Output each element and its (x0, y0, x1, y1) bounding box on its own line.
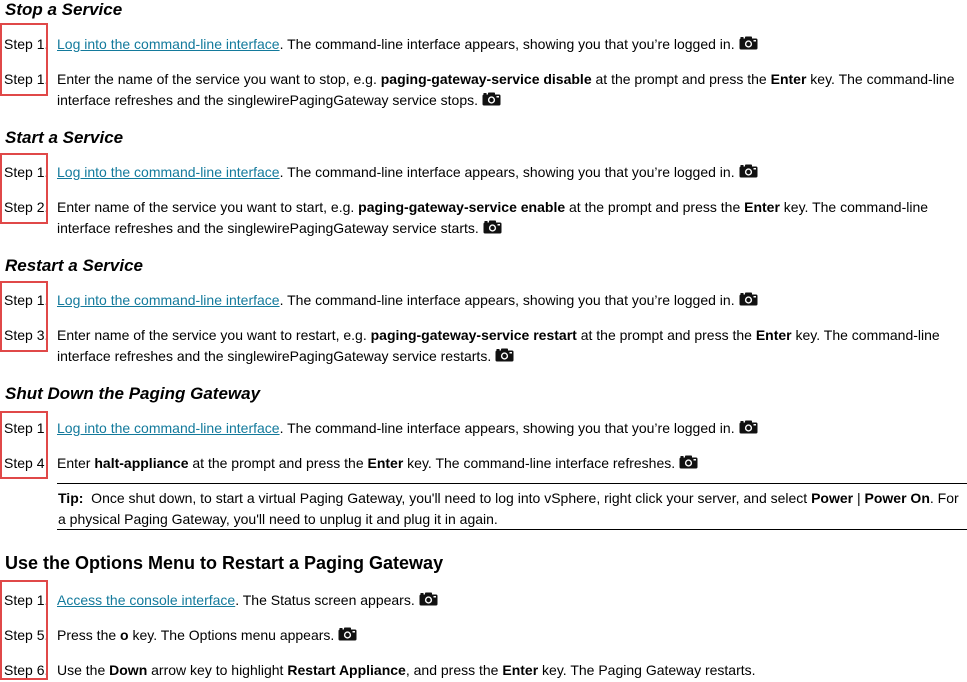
step-label: Step 1. (4, 164, 49, 180)
camera-icon[interactable] (739, 36, 758, 50)
step-label: Step 1. (4, 71, 49, 87)
camera-icon[interactable] (482, 92, 501, 106)
camera-icon[interactable] (739, 292, 758, 306)
menu-option: Restart Appliance (287, 662, 406, 678)
command-text: paging-gateway-service enable (358, 199, 566, 215)
step-text (57, 625, 965, 646)
step-label: Step 4 (4, 455, 45, 471)
camera-icon[interactable] (679, 455, 698, 469)
camera-icon[interactable] (495, 348, 514, 362)
step-text-span: key. The command-line interface refreshes and the singlewirePagingGateway service starts. (57, 199, 929, 236)
section-title-start: Start a Service (5, 128, 124, 147)
highlight-box (0, 281, 48, 352)
step-text-span: key. The Paging Gateway restarts. (538, 662, 756, 678)
camera-icon[interactable] (483, 220, 502, 234)
key-name: Down (109, 662, 148, 678)
key-name: Enter (755, 327, 792, 343)
step-text (57, 418, 965, 439)
highlight-box (0, 580, 48, 680)
step-text (57, 197, 965, 239)
step-text-span: arrow key to highlight (147, 662, 288, 678)
step-text-span: Enter the name of the service you want to stop, e.g. (57, 71, 381, 87)
step-text-span: at the prompt and press the (576, 327, 756, 343)
login-cli-link[interactable]: Log into the command-line interface (57, 164, 280, 180)
step-label: Step 1. (4, 36, 49, 52)
step-label: Step 6. (4, 662, 49, 678)
step-text (57, 590, 965, 611)
highlight-box (0, 153, 48, 224)
menu-name: Power (811, 490, 854, 506)
tip-text (58, 488, 963, 530)
step-label: Step 1 (4, 420, 45, 436)
camera-icon[interactable] (739, 164, 758, 178)
step-label: Step 1. (4, 292, 49, 308)
menu-separator: | (853, 490, 865, 506)
section-title-shutdown: Shut Down the Paging Gateway (5, 384, 261, 403)
section-title-stop: Stop a Service (5, 0, 123, 19)
step-label: Step 5. (4, 627, 49, 643)
step-text (57, 162, 965, 183)
step-text (57, 290, 965, 311)
tip-label: Tip: (58, 490, 84, 506)
key-name: Enter (744, 199, 780, 215)
menu-name: Power On (864, 490, 930, 506)
key-name: Enter (367, 455, 404, 471)
login-cli-link[interactable]: Log into the command-line interface (57, 36, 280, 52)
step-text (57, 69, 965, 111)
highlight-box (0, 23, 48, 96)
step-text-span: Enter name of the service you want to restart, e.g. (57, 327, 371, 343)
step-text (57, 325, 965, 367)
step-text-span: . The command-line interface appears, showing you that you’re logged in. (279, 164, 735, 180)
step-text-span: , and press the (405, 662, 503, 678)
key-name: o (120, 627, 129, 643)
step-text (57, 660, 965, 681)
step-text-span: . The command-line interface appears, showing you that you’re logged in. (279, 36, 735, 52)
step-text (57, 453, 965, 474)
section-title-restart: Restart a Service (5, 256, 143, 275)
step-text-span: at the prompt and press the (591, 71, 771, 87)
step-text-span: key. The command-line interface refreshes and the singlewirePagingGateway service stops. (57, 71, 955, 108)
key-name: Enter (770, 71, 807, 87)
highlight-box (0, 411, 48, 479)
step-text-span: Use the (57, 662, 110, 678)
camera-icon[interactable] (739, 420, 758, 434)
step-text-span: Enter name of the service you want to start, e.g. (57, 199, 359, 215)
login-cli-link[interactable]: Log into the command-line interface (57, 420, 280, 436)
command-text: paging-gateway-service restart (370, 327, 577, 343)
step-text-span: key. The Options menu appears. (128, 627, 335, 643)
step-label: Step 3. (4, 327, 49, 343)
command-text: halt-appliance (94, 455, 189, 471)
step-text-span: key. The command-line interface refreshes. (403, 455, 676, 471)
step-text-span: Press the (57, 627, 121, 643)
camera-icon[interactable] (419, 592, 438, 606)
tip-body: Once shut down, to start a virtual Paging Gateway, you'll need to log into vSphere, right click your server, and select (83, 490, 812, 506)
step-text-span: at the prompt and press the (565, 199, 745, 215)
step-label: Step 2. (4, 199, 49, 215)
camera-icon[interactable] (338, 627, 357, 641)
command-text: paging-gateway-service disable (380, 71, 592, 87)
step-text-span: . The command-line interface appears, showing you that you’re logged in. (279, 292, 735, 308)
step-text (57, 34, 965, 55)
console-interface-link[interactable]: Access the console interface (57, 592, 236, 608)
step-text-span: Enter (57, 455, 95, 471)
step-text-span: . The command-line interface appears, showing you that you’re logged in. (279, 420, 735, 436)
login-cli-link[interactable]: Log into the command-line interface (57, 292, 280, 308)
step-text-span: . The Status screen appears. (235, 592, 415, 608)
key-name: Enter (502, 662, 539, 678)
section-title-options: Use the Options Menu to Restart a Paging Gateway (5, 553, 444, 573)
tip-body: . For a physical Paging Gateway, you'll need to unplug it and plug it in again. (58, 490, 959, 527)
step-label: Step 1. (4, 592, 49, 608)
step-text-span: key. The command-line interface refreshes and the singlewirePagingGateway service restarts. (57, 327, 940, 364)
step-text-span: at the prompt and press the (188, 455, 368, 471)
